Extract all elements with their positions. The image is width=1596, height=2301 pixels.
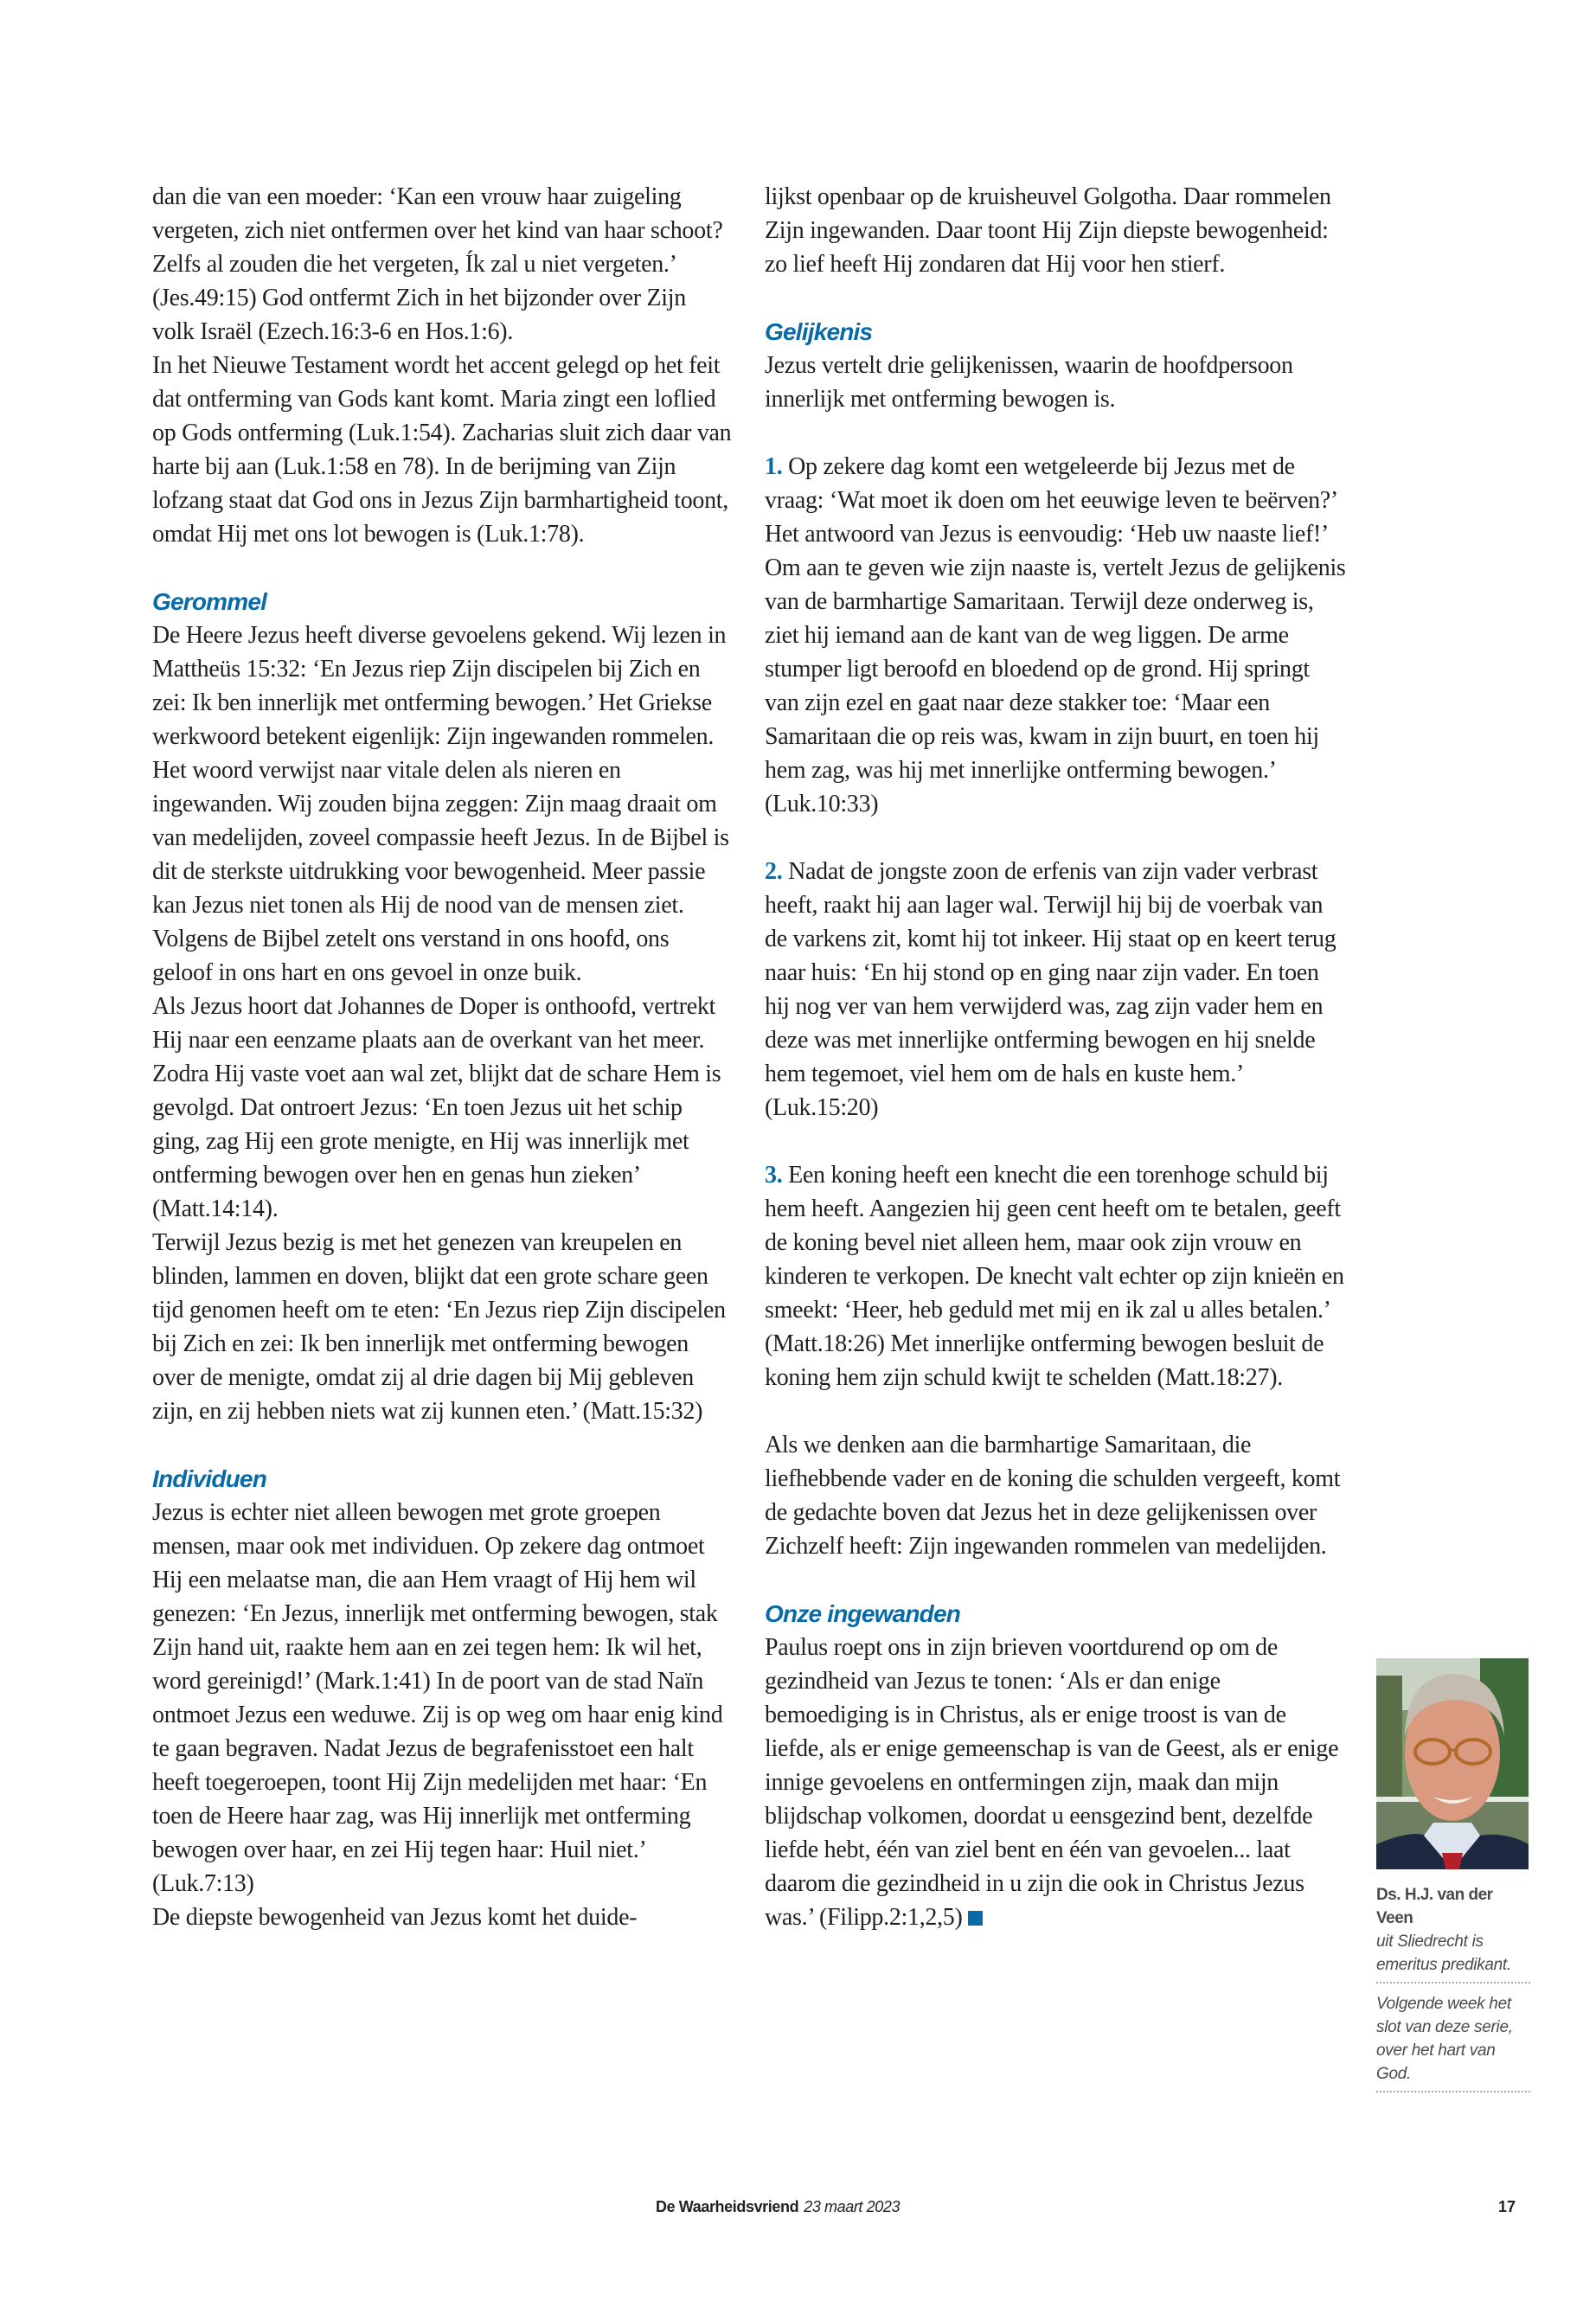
gerommel-paragraph-1: De Heere Jezus heeft diverse gevoelens gekend. Wij lezen in Mattheüs 15:32: ‘En Jezus riep Zijn discipelen bij Zich en zei: Ik ben innerlijk met ontferming bewogen.’ Het Griekse werkwoord betekent eigenlijk: Zijn ingewanden rommelen. Het woord verwijst naar vitale delen als nieren en ingewanden. Wij zouden bijna zeggen: Zijn maag draait om van medelijden, zoveel compassie heeft Jezus. In de Bijbel is dit de sterkste uitdrukking voor bewogenheid. Meer passie kan Jezus niet tonen als Hij de nood van de mensen ziet. Volgens de Bijbel zetelt ons verstand in ons hoofd, ons geloof in ons hart en ons gevoel in onze buik. [152, 622, 729, 986]
continuation-paragraph: lijkst openbaar op de kruisheuvel Golgotha. Daar rommelen Zijn ingewanden. Daar toont Hij Zijn diepste bewogenheid: zo lief heeft Hij zondaren dat Hij voor hen stierf. [765, 183, 1331, 278]
section-heading-onze-ingewanden: Onze ingewanden [765, 1600, 961, 1627]
left-column [152, 180, 734, 1934]
gelijkenis-intro: Jezus vertelt drie gelijkenissen, waarin de hoofdpersoon innerlijk met ontferming bewogen is. [765, 352, 1293, 413]
dotted-divider-1 [1376, 1982, 1530, 1984]
parable-item-3 [765, 1158, 1346, 1394]
portrait-illustration-icon [1376, 1658, 1529, 1869]
parable-item-1 [765, 450, 1346, 821]
page-number: 17 [1498, 2198, 1516, 2215]
individuen-paragraph-1: Jezus is echter niet alleen bewogen met grote groepen mensen, maar ook met individuen. Op zekere dag ontmoet Hij een melaatse man, die aan Hem vraagt of Hij hem wil genezen: ‘En Jezus, innerlijk met ontferming bewogen, stak Zijn hand uit, raakte hem aan en zei tegen hem: Ik wil het, word gereinigd!’ (Mark.1:41) In de poort van de stad Naïn ontmoet Jezus een weduwe. Zij is op weg om haar enig kind te gaan begraven. Nadat Jezus de begrafenisstoet een halt heeft toegeroepen, toont Hij Zijn medelijden met haar: ‘En toen de Heere haar zag, was Hij innerlijk met ontferming bewogen over haar, en zei Hij tegen haar: Huil niet.’ (Luk.7:13) [152, 1499, 723, 1897]
intro-paragraph-1: dan die van een moeder: ‘Kan een vrouw haar zuigeling vergeten, zich niet ontfermen over het kind van haar schoot? Zelfs al zouden die het vergeten, Ík zal u niet vergeten.’ (Jes.49:15) God ontfermt Zich in het bijzonder over Zijn volk Israël (Ezech.16:3-6 en Hos.1:6). [152, 183, 723, 345]
right-column [765, 180, 1346, 1934]
footer-publication [656, 2198, 900, 2216]
parable-number-2: 2. [765, 858, 783, 885]
author-photo [1376, 1658, 1529, 1869]
individuen-paragraph-2: De diepste bewogenheid van Jezus komt het duide- [152, 1904, 638, 1931]
publication-name: De Waarheidsvriend [656, 2198, 799, 2215]
parable-number-1: 1. [765, 453, 783, 480]
gelijkenis-closing: Als we denken aan die barmhartige Samaritaan, die liefhebbende vader en de koning die schulden vergeeft, komt de gedachte boven dat Jezus het in deze gelijkenissen over Zichzelf heeft: Zijn ingewanden rommelen van medelijden. [765, 1432, 1341, 1560]
author-sidebar [1376, 1658, 1530, 2101]
section-heading-gerommel: Gerommel [152, 588, 267, 615]
publication-date: 23 maart 2023 [804, 2198, 901, 2215]
parable-item-2 [765, 855, 1346, 1125]
parable-text-1: Op zekere dag komt een wetgeleerde bij Jezus met de vraag: ‘Wat moet ik doen om het eeuwige leven te beërven?’ Het antwoord van Jezus is eenvoudig: ‘Heb uw naaste lief!’ Om aan te geven wie zijn naaste is, vertelt Jezus de gelijkenis van de barmhartige Samaritaan. Terwijl deze onderweg is, ziet hij iemand aan de kant van de weg liggen. De arme stumper ligt beroofd en bloedend op de grond. Hij springt van zijn ezel en gaat naar deze stakker toe: ‘Maar een Samaritaan die op reis was, kwam in zijn buurt, en toen hij hem zag, was hij met innerlijke ontferming bewogen.’ (Luk.10:33) [765, 453, 1346, 817]
section-heading-gelijkenis: Gelijkenis [765, 318, 873, 345]
section-heading-individuen: Individuen [152, 1465, 267, 1492]
parable-text-2: Nadat de jongste zoon de erfenis van zijn vader verbrast heeft, raakt hij aan lager wal. Terwijl hij bij de voerbak van de varkens zit, komt hij tot inkeer. Hij staat op en keert terug naar huis: ‘En hij stond op en ging naar zijn vader. En toen hij nog ver van hem verwijderd was, zag zijn vader hem en deze was met innerlijke ontferming bewogen en hij snelde hem tegemoet, viel hem om de hals en kuste hem.’ (Luk.15:20) [765, 858, 1336, 1121]
next-week-note: Volgende week het slot van deze serie, over het hart van God. [1376, 1995, 1513, 2083]
gerommel-paragraph-3: Terwijl Jezus bezig is met het genezen van kreupelen en blinden, lammen en doven, blijkt dat een grote schare geen tijd genomen heeft om te eten: ‘En Jezus riep Zijn discipelen bij Zich en zei: Ik ben innerlijk met ontferming bewogen over de menigte, omdat zij al drie dagen bij Mij gebleven zijn, en zij hebben niets wat zij kunnen eten.’ (Matt.15:32) [152, 1229, 726, 1425]
parable-text-3: Een koning heeft een knecht die een torenhoge schuld bij hem heeft. Aangezien hij geen cent heeft om te betalen, geeft de koning bevel niet alleen hem, maar ook zijn vrouw en kinderen te verkopen. De knecht valt echter op zijn knieën en smeekt: ‘Heer, heb geduld met mij en ik zal u alles betalen.’ (Matt.18:26) Met innerlijke ontferming bewogen besluit de koning hem zijn schuld kwijt te schelden (Matt.18:27). [765, 1162, 1344, 1391]
parable-number-3: 3. [765, 1162, 783, 1189]
gerommel-paragraph-2: Als Jezus hoort dat Johannes de Doper is onthoofd, vertrekt Hij naar een eenzame plaats aan de overkant van het meer. Zodra Hij vaste voet aan wal zet, blijkt dat de schare Hem is gevolgd. Dat ontroert Jezus: ‘En toen Jezus uit het schip ging, zag Hij een grote menigte, en Hij was innerlijk met ontferming bewogen over hen en genas hun zieken’ (Matt.14:14). [152, 993, 721, 1222]
onze-ingewanden-paragraph [765, 1631, 1346, 1934]
intro-paragraph-2: In het Nieuwe Testament wordt het accent gelegd op het feit dat ontferming van Gods kant komt. Maria zingt een loflied op Gods ontferming (Luk.1:54). Zacharias sluit zich daar van harte bij aan (Luk.1:58 en 78). In de berijming van Zijn lofzang staat dat God ons in Jezus Zijn barmhartigheid toont, omdat Hij met ons lot bewogen is (Luk.1:78). [152, 352, 732, 548]
end-of-article-square-icon [968, 1911, 983, 1926]
author-bio: uit Sliedrecht is emeritus predikant. [1376, 1932, 1511, 1974]
onze-ingewanden-text: Paulus roept ons in zijn brieven voortdurend op om de gezindheid van Jezus te tonen: ‘Als er dan enige bemoediging is in Christus, als er enige troost is van de liefde, als er enige gemeenschap is van de Geest, als er enige innige gevoelens en ontfermingen zijn, maak dan mijn blijdschap volkomen, doordat u eensgezind bent, dezelfde liefde hebt, één van ziel bent en één van gevoelen... laat daarom die gezindheid in u zijn die ook in Christus Jezus was.’ (Filipp.2:1,2,5) [765, 1634, 1339, 1931]
author-name: Ds. H.J. van der Veen [1376, 1886, 1493, 1927]
dotted-divider-2 [1376, 2091, 1530, 2093]
